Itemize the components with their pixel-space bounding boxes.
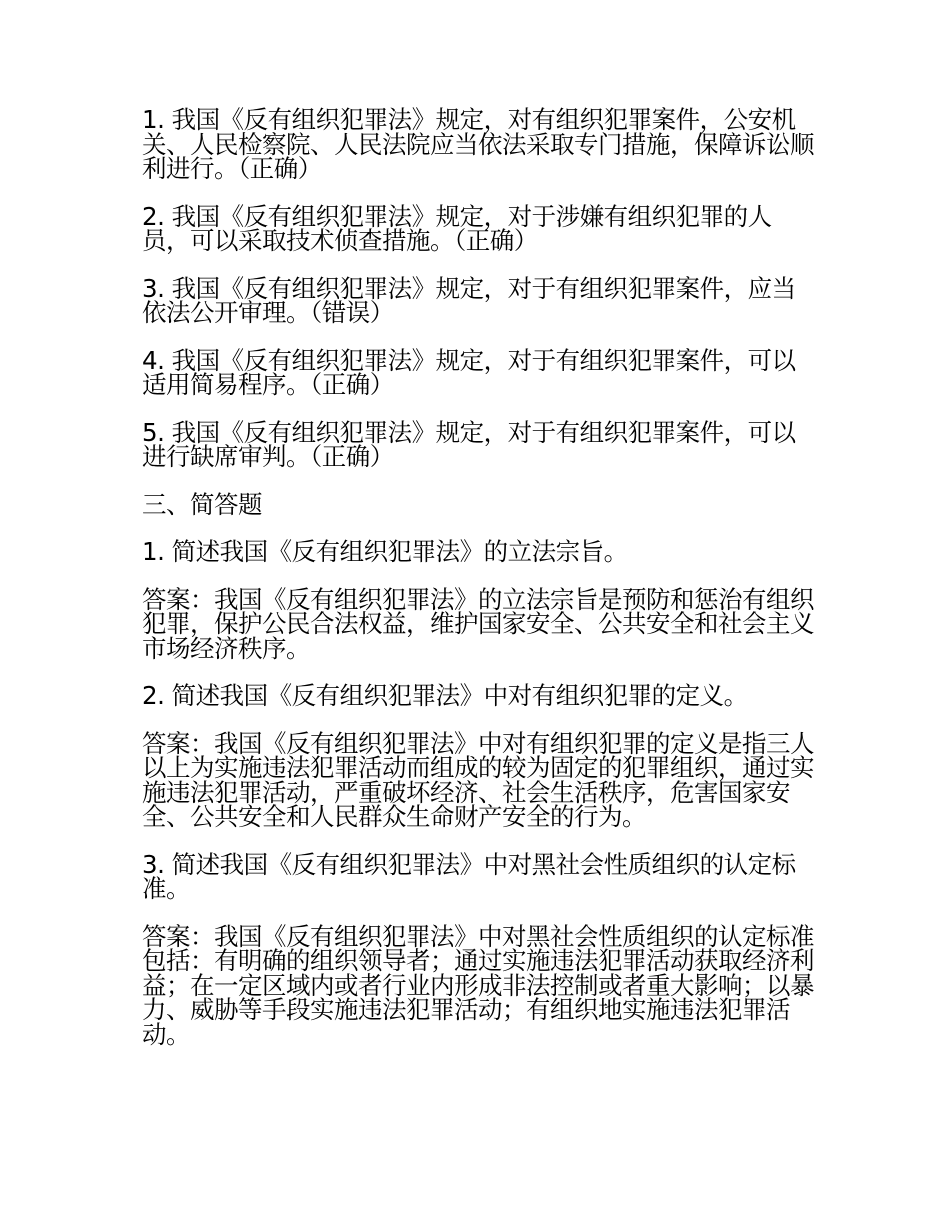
answer-3: 答案：我国《反有组织犯罪法》中对黑社会性质组织的认定标准包括：有明确的组织领导者；通过实施违法犯罪活动获取经济利益；在一定区域内或者行业内形成非法控制或者重大影响；以暴力、威胁等手段实施违法犯罪活动；有组织地实施违法犯罪活动。: [142, 921, 814, 1049]
judgment-item-5: 5. 我国《反有组织犯罪法》规定，对于有组织犯罪案件，可以进行缺席审判。（正确）: [142, 417, 796, 471]
section-title: 三、简答题: [142, 489, 262, 519]
question-1: 1. 简述我国《反有组织犯罪法》的立法宗旨。: [142, 537, 628, 566]
question-2: 2. 简述我国《反有组织犯罪法》中对有组织犯罪的定义。: [142, 681, 748, 710]
answer-1: 答案：我国《反有组织犯罪法》的立法宗旨是预防和惩治有组织犯罪，保护公民合法权益，维护国家安全、公共安全和社会主义市场经济秩序。: [142, 584, 814, 663]
judgment-item-3: 3. 我国《反有组织犯罪法》规定，对于有组织犯罪案件，应当依法公开审理。（错误）: [142, 273, 796, 327]
judgment-item-1: 1. 我国《反有组织犯罪法》规定，对有组织犯罪案件，公安机关、人民检察院、人民法院应当依法采取专门措施，保障诉讼顺利进行。（正确）: [142, 105, 814, 183]
question-3: 3. 简述我国《反有组织犯罪法》中对黑社会性质组织的认定标准。: [142, 849, 796, 903]
judgment-item-2: 2. 我国《反有组织犯罪法》规定，对于涉嫌有组织犯罪的人员，可以采取技术侦查措施。（正确）: [142, 201, 772, 255]
answer-2: 答案：我国《反有组织犯罪法》中对有组织犯罪的定义是指三人以上为实施违法犯罪活动而组成的较为固定的犯罪组织，通过实施违法犯罪活动，严重破坏经济、社会生活秩序，危害国家安全、公共安全和人民群众生命财产安全的行为。: [142, 728, 814, 831]
judgment-item-4: 4. 我国《反有组织犯罪法》规定，对于有组织犯罪案件，可以适用简易程序。（正确）: [142, 345, 796, 399]
document-page: [142, 105, 814, 1070]
